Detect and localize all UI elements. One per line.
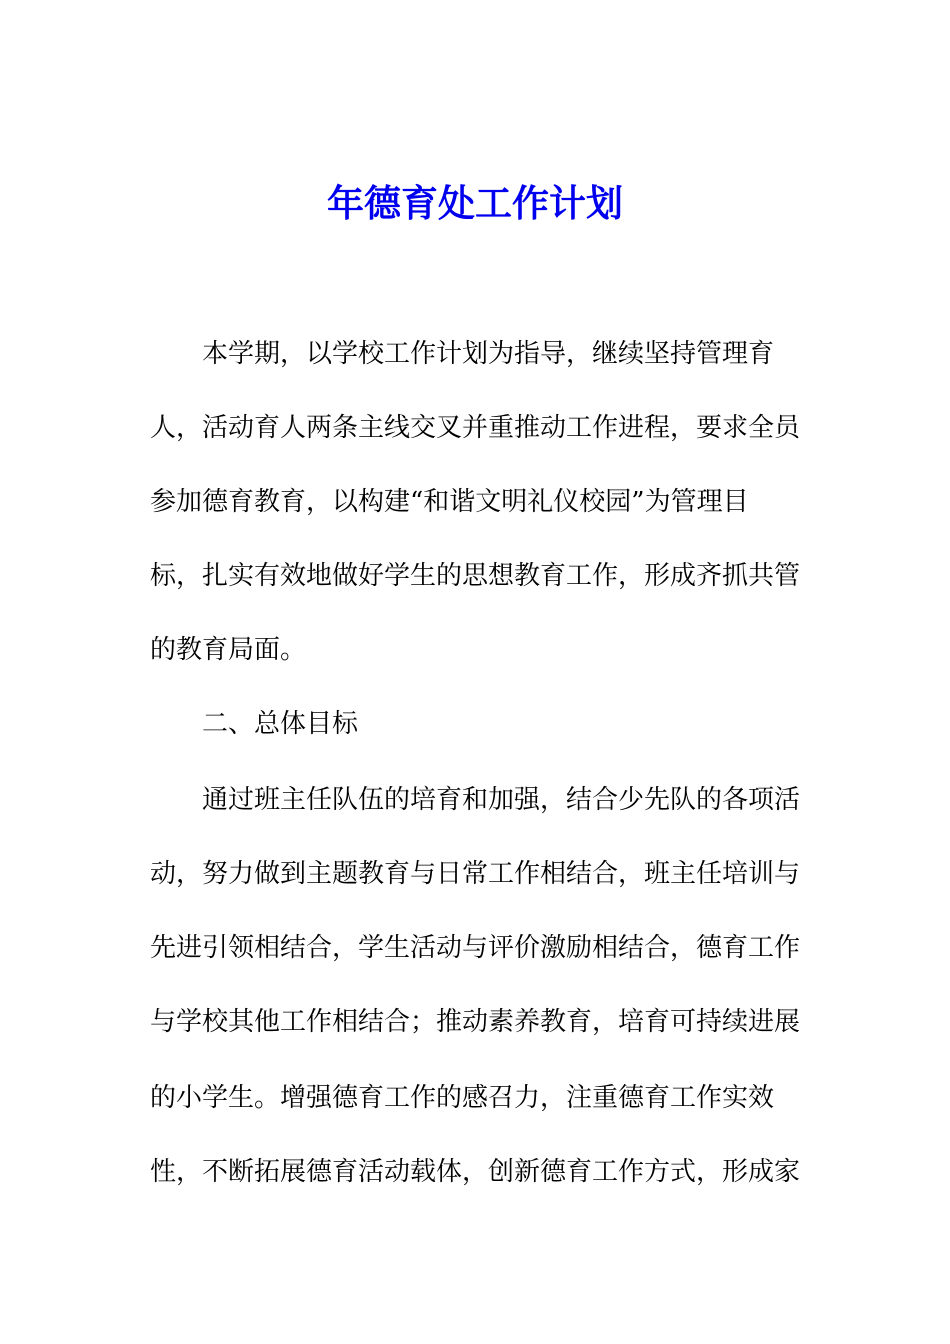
paragraph-2-line-5: 的小学生。增强德育工作的感召力，注重德育工作实效 (150, 1083, 775, 1113)
paragraph-2-line-1: 通过班主任队伍的培育和加强，结合少先队的各项活 (202, 785, 801, 815)
paragraph-2-line-3: 先进引领相结合，学生活动与评价激励相结合，德育工作 (150, 933, 801, 963)
paragraph-1-line-3: 参加德育教育，以构建“和谐文明礼仪校园”为管理目 (150, 487, 749, 517)
paragraph-2-line-6: 性，不断拓展德育活动载体，创新德育工作方式，形成家 (150, 1157, 801, 1187)
paragraph-1-line-4: 标，扎实有效地做好学生的思想教育工作，形成齐抓共管 (150, 561, 801, 591)
paragraph-1-line-1: 本学期，以学校工作计划为指导，继续坚持管理育 (202, 339, 775, 369)
page-title: 年德育处工作计划 (327, 181, 623, 225)
paragraph-1-line-2: 人，活动育人两条主线交叉并重推动工作进程，要求全员 (150, 413, 801, 443)
section-heading: 二、总体目标 (202, 709, 359, 739)
paragraph-1-line-5: 的教育局面。 (150, 635, 307, 665)
paragraph-2-line-2: 动，努力做到主题教育与日常工作相结合，班主任培训与 (150, 859, 801, 889)
paragraph-2-line-4: 与学校其他工作相结合；推动素养教育，培育可持续进展 (150, 1007, 801, 1037)
